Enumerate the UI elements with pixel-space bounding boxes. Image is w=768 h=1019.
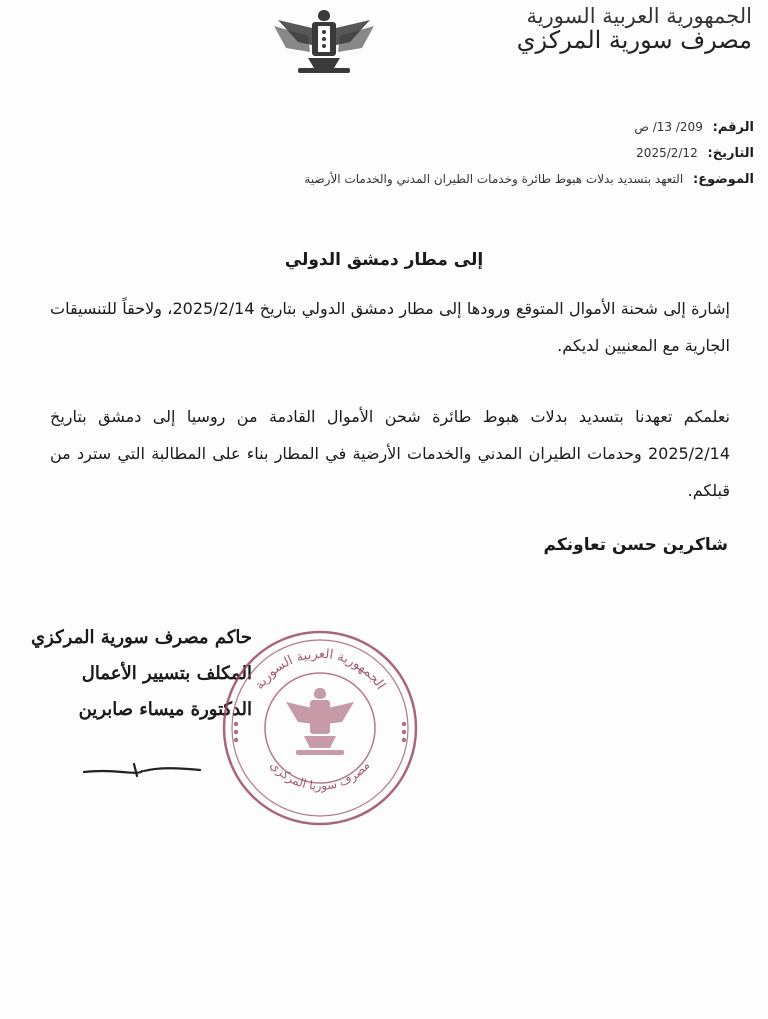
handwritten-signature [82, 758, 202, 782]
svg-text:مصرف سوريا المركزي [268, 758, 373, 793]
body-paragraph-1: إشارة إلى شحنة الأموال المتوقع ورودها إلى مطار دمشق الدولي بتاريخ 2025/2/14، ولاحقاً للتنسيقات الجارية مع المعنيين لديكم. [50, 299, 730, 355]
signatory-role: المكلف بتسيير الأعمال [81, 663, 252, 684]
reference-number: الرقم: 209/ 13/ ص [634, 120, 754, 135]
signature-block [12, 620, 252, 728]
official-stamp [220, 628, 420, 828]
stamp-eagle-icon [286, 688, 354, 755]
body-paragraph-2: نعلمكم تعهدنا بتسديد بدلات هبوط طائرة شحن الأموال القادمة من روسيا إلى دمشق بتاريخ 2025/2/14 وحدمات الطيران المدني والخدمات الأرضية في المطار بناء على المطالبة التي سترد من قبلكم. [50, 407, 730, 500]
stamp-top-text: الجمهورية العربية السورية [252, 646, 389, 693]
letter-date: التاريخ: 2025/2/12 [636, 146, 754, 161]
letterhead [512, 4, 752, 54]
signatory-title: حاكم مصرف سورية المركزي [31, 627, 252, 648]
syrian-eagle-emblem-icon [268, 6, 380, 76]
stamp-bottom-text: مصرف سوريا المركزي [267, 758, 373, 793]
addressee-heading: إلى مطار دمشق الدولي [284, 250, 484, 270]
letter-subject: الموضوع: التعهد بتسديد بدلات هبوط طائرة وخدمات الطيران المدني والخدمات الأرضية [304, 172, 754, 187]
signatory-name: الدكتورة ميساء صابرين [78, 699, 252, 720]
letterhead-bank: مصرف سورية المركزي [516, 26, 752, 54]
closing-thanks: شاكرين حسن تعاونكم [543, 535, 728, 555]
letterhead-republic: الجمهورية العربية السورية [526, 4, 752, 28]
